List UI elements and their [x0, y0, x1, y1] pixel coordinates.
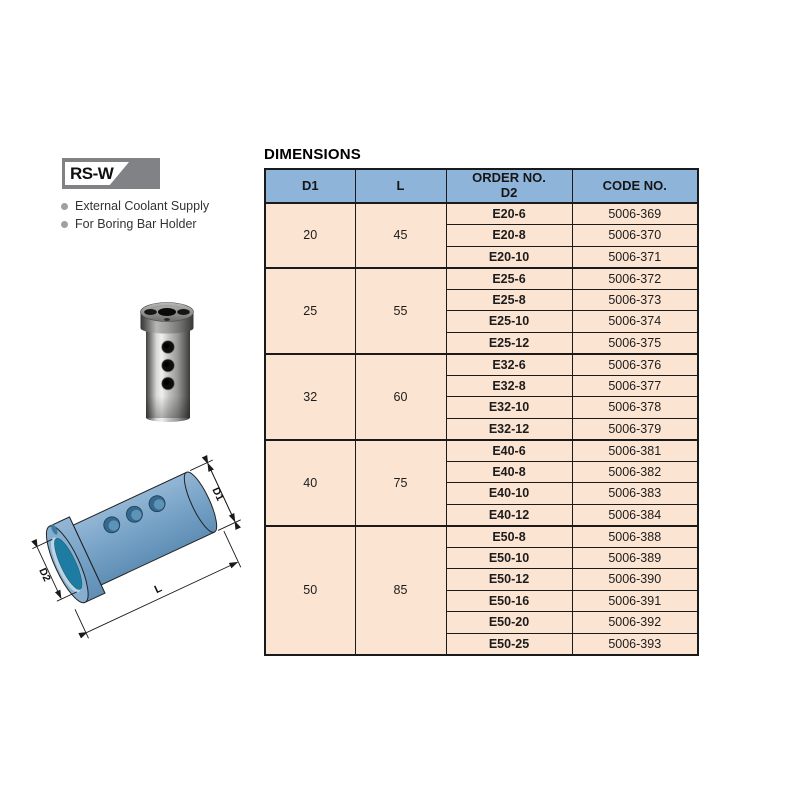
order-no-cell: E50-12 — [446, 569, 572, 591]
order-no-cell: E40-12 — [446, 504, 572, 526]
diagram-l-label: L — [152, 582, 164, 597]
table-row — [265, 526, 698, 548]
order-no-cell: E20-8 — [446, 225, 572, 247]
l-cell: 45 — [355, 203, 446, 268]
code-no-cell: 5006-369 — [572, 203, 698, 225]
order-no-cell: E25-6 — [446, 268, 572, 290]
order-no-cell: E50-20 — [446, 612, 572, 634]
code-no-cell: 5006-383 — [572, 483, 698, 505]
product-photo — [114, 298, 220, 428]
code-no-cell: 5006-381 — [572, 440, 698, 462]
code-no-cell: 5006-382 — [572, 461, 698, 483]
l-cell: 85 — [355, 526, 446, 655]
code-no-cell: 5006-377 — [572, 375, 698, 397]
d1-cell: 32 — [265, 354, 355, 440]
d1-cell: 40 — [265, 440, 355, 526]
order-no-cell: E25-8 — [446, 289, 572, 311]
code-no-cell: 5006-376 — [572, 354, 698, 376]
code-no-cell: 5006-378 — [572, 397, 698, 419]
order-no-cell: E25-10 — [446, 311, 572, 333]
order-no-cell: E40-6 — [446, 440, 572, 462]
code-no-cell: 5006-391 — [572, 590, 698, 612]
header-l: L — [355, 169, 446, 203]
header-order — [446, 169, 572, 203]
code-no-cell: 5006-371 — [572, 246, 698, 268]
order-no-cell: E32-10 — [446, 397, 572, 419]
order-no-cell: E50-10 — [446, 547, 572, 569]
order-no-cell: E20-6 — [446, 203, 572, 225]
feature-label: For Boring Bar Holder — [75, 217, 197, 231]
order-no-cell: E32-12 — [446, 418, 572, 440]
series-label: RS-W — [70, 164, 114, 183]
table-row — [265, 440, 698, 462]
code-no-cell: 5006-390 — [572, 569, 698, 591]
order-no-cell: E32-6 — [446, 354, 572, 376]
header-order-line2: D2 — [500, 185, 518, 200]
sleeve-diagram-art — [28, 436, 258, 641]
order-no-cell: E50-8 — [446, 526, 572, 548]
code-no-cell: 5006-389 — [572, 547, 698, 569]
d1-cell: 20 — [265, 203, 355, 268]
diagram-d1-label: D1 — [209, 485, 227, 503]
sleeve-photo-art — [114, 298, 220, 428]
header-code: CODE NO. — [572, 169, 698, 203]
table-header-row — [265, 169, 698, 203]
code-no-cell: 5006-374 — [572, 311, 698, 333]
bullet-icon — [61, 221, 68, 228]
table-row — [265, 268, 698, 290]
bullet-icon — [61, 203, 68, 210]
header-d1: D1 — [265, 169, 355, 203]
series-logo — [62, 158, 160, 189]
feature-item — [61, 199, 209, 213]
d1-cell: 25 — [265, 268, 355, 354]
feature-list — [61, 199, 209, 235]
code-no-cell: 5006-373 — [572, 289, 698, 311]
l-cell: 75 — [355, 440, 446, 526]
order-no-cell: E40-8 — [446, 461, 572, 483]
diagram-d2-label: D2 — [36, 566, 53, 584]
code-no-cell: 5006-372 — [572, 268, 698, 290]
feature-item — [61, 217, 209, 231]
code-no-cell: 5006-384 — [572, 504, 698, 526]
table-row — [265, 203, 698, 225]
order-no-cell: E25-12 — [446, 332, 572, 354]
code-no-cell: 5006-375 — [572, 332, 698, 354]
order-no-cell: E32-8 — [446, 375, 572, 397]
dimensions-table — [264, 168, 699, 656]
code-no-cell: 5006-370 — [572, 225, 698, 247]
code-no-cell: 5006-379 — [572, 418, 698, 440]
code-no-cell: 5006-392 — [572, 612, 698, 634]
code-no-cell: 5006-388 — [572, 526, 698, 548]
feature-label: External Coolant Supply — [75, 199, 210, 213]
order-no-cell: E50-16 — [446, 590, 572, 612]
dimensions-table-body — [265, 203, 698, 655]
header-order-line1: ORDER NO. — [472, 170, 546, 186]
l-cell: 55 — [355, 268, 446, 354]
dimensions-title: DIMENSIONS — [264, 146, 362, 163]
code-no-cell: 5006-393 — [572, 633, 698, 655]
technical-drawing — [28, 436, 258, 641]
table-row — [265, 354, 698, 376]
l-cell: 60 — [355, 354, 446, 440]
order-no-cell: E20-10 — [446, 246, 572, 268]
order-no-cell: E50-25 — [446, 633, 572, 655]
order-no-cell: E40-10 — [446, 483, 572, 505]
d1-cell: 50 — [265, 526, 355, 655]
